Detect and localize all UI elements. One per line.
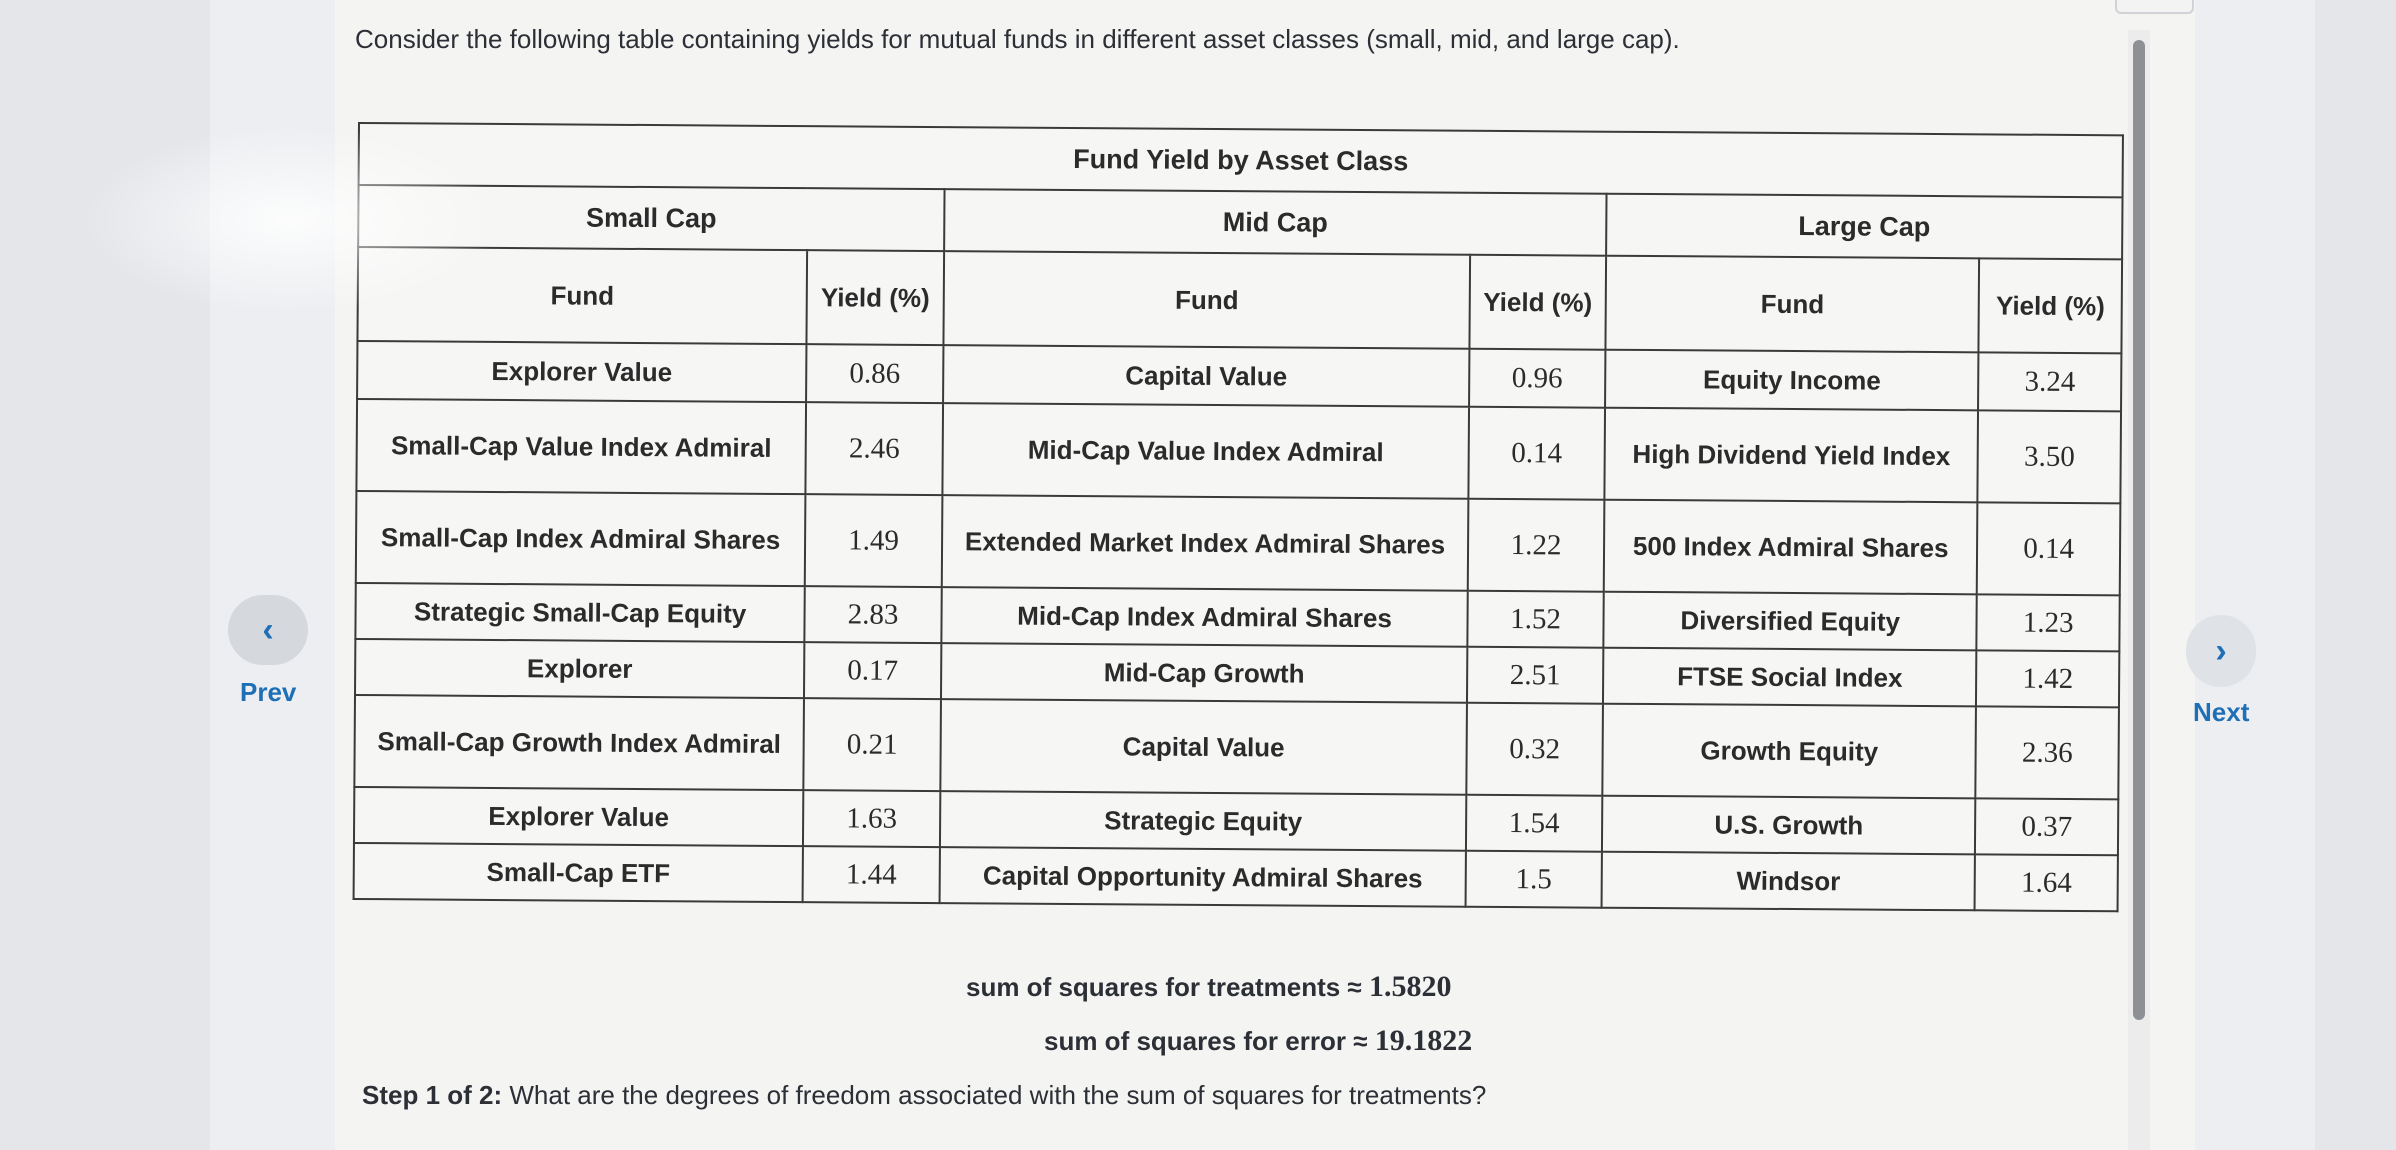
mid-fund-cell: Mid-Cap Growth (941, 643, 1467, 703)
mid-yield-cell: 0.14 (1468, 407, 1605, 500)
large-yield-cell: 1.42 (1976, 650, 2119, 707)
mid-yield-cell: 1.5 (1466, 851, 1602, 908)
mid-fund-cell: Mid-Cap Value Index Admiral (942, 403, 1469, 499)
table-title: Fund Yield by Asset Class (359, 123, 2123, 197)
class-large-cap: Large Cap (1606, 194, 2122, 260)
mid-yield-cell: 1.22 (1468, 499, 1605, 592)
small-yield-cell: 2.83 (804, 586, 941, 643)
fund-yield-table (353, 122, 2124, 912)
small-yield-cell: 0.21 (803, 698, 941, 791)
ss-error-value: 19.1822 (1374, 1024, 1473, 1057)
table-row (354, 695, 2119, 799)
ss-treatments-label: sum of squares for treatments ≈ (966, 972, 1362, 1002)
large-fund-cell: Windsor (1602, 852, 1976, 911)
small-yield-cell: 2.46 (805, 402, 943, 495)
ss-error-label: sum of squares for error ≈ (1044, 1026, 1368, 1056)
small-fund-cell: Explorer Value (354, 787, 803, 846)
header-yield: Yield (%) (807, 250, 945, 345)
question-prompt: Consider the following table containing yields for mutual funds in different asset classes (small, mid, and large cap). (355, 24, 1680, 54)
top-tab (2115, 0, 2194, 14)
large-yield-cell: 0.14 (1977, 502, 2120, 595)
step-text: What are the degrees of freedom associated with the sum of squares for treatments? (509, 1080, 1487, 1110)
mid-yield-cell: 2.51 (1467, 647, 1603, 704)
sum-of-squares-treatments (966, 970, 1451, 1004)
small-yield-cell: 1.44 (803, 846, 940, 903)
header-yield: Yield (%) (1979, 258, 2122, 353)
small-yield-cell: 1.63 (803, 790, 940, 847)
small-fund-cell: Strategic Small-Cap Equity (355, 583, 804, 642)
chevron-right-icon: › (2215, 631, 2227, 670)
ss-treatments-value: 1.5820 (1368, 970, 1452, 1003)
header-yield: Yield (%) (1469, 255, 1606, 350)
large-yield-cell: 3.50 (1978, 410, 2121, 503)
large-yield-cell: 2.36 (1976, 706, 2119, 799)
large-fund-cell: 500 Index Admiral Shares (1604, 500, 1978, 595)
small-fund-cell: Small-Cap Index Admiral Shares (356, 491, 806, 586)
chevron-left-icon: ‹ (262, 610, 274, 649)
small-fund-cell: Small-Cap Value Index Admiral (356, 399, 806, 494)
mid-yield-cell: 1.52 (1467, 591, 1603, 648)
mid-yield-cell: 1.54 (1466, 795, 1602, 852)
small-fund-cell: Small-Cap ETF (354, 843, 803, 902)
header-fund: Fund (357, 247, 807, 344)
scrollbar-thumb[interactable] (2133, 40, 2145, 1020)
mid-fund-cell: Strategic Equity (940, 791, 1466, 851)
small-yield-cell: 0.86 (806, 344, 943, 403)
table-row (356, 399, 2121, 503)
header-fund: Fund (943, 251, 1470, 349)
mid-fund-cell: Mid-Cap Index Admiral Shares (941, 587, 1467, 647)
large-yield-cell: 1.23 (1977, 594, 2120, 651)
prev-label[interactable]: Prev (240, 677, 297, 707)
left-rail (210, 0, 335, 1150)
small-fund-cell: Small-Cap Growth Index Admiral (354, 695, 804, 790)
prev-button[interactable] (228, 595, 308, 665)
mid-fund-cell: Capital Value (943, 345, 1469, 407)
small-fund-cell: Explorer (355, 639, 804, 698)
small-yield-cell: 1.49 (805, 494, 943, 587)
large-yield-cell: 0.37 (1975, 798, 2118, 855)
large-yield-cell: 1.64 (1975, 854, 2118, 911)
class-mid-cap: Mid Cap (944, 189, 1606, 256)
large-fund-cell: Equity Income (1605, 350, 1979, 411)
mid-yield-cell: 0.96 (1469, 349, 1605, 408)
step-label: Step 1 of 2: (362, 1080, 503, 1110)
right-rail (2195, 0, 2315, 1150)
large-fund-cell: Growth Equity (1602, 704, 1976, 799)
mid-yield-cell: 0.32 (1466, 703, 1603, 796)
mid-fund-cell: Capital Opportunity Admiral Shares (940, 847, 1466, 907)
mid-fund-cell: Capital Value (940, 699, 1467, 795)
next-label[interactable]: Next (2193, 697, 2250, 727)
small-fund-cell: Explorer Value (357, 341, 806, 402)
large-fund-cell: Diversified Equity (1603, 592, 1977, 651)
class-small-cap: Small Cap (358, 185, 944, 251)
large-fund-cell: U.S. Growth (1602, 796, 1976, 855)
small-yield-cell: 0.17 (804, 642, 941, 699)
table-row (356, 491, 2121, 595)
header-fund: Fund (1605, 256, 1979, 353)
table-row (354, 843, 2118, 911)
large-fund-cell: FTSE Social Index (1603, 648, 1977, 707)
large-fund-cell: High Dividend Yield Index (1604, 408, 1978, 503)
mid-fund-cell: Extended Market Index Admiral Shares (942, 495, 1469, 591)
sum-of-squares-error (1044, 1024, 1472, 1058)
step-question (362, 1080, 1486, 1111)
next-button[interactable] (2186, 615, 2256, 687)
large-yield-cell: 3.24 (1978, 352, 2121, 411)
